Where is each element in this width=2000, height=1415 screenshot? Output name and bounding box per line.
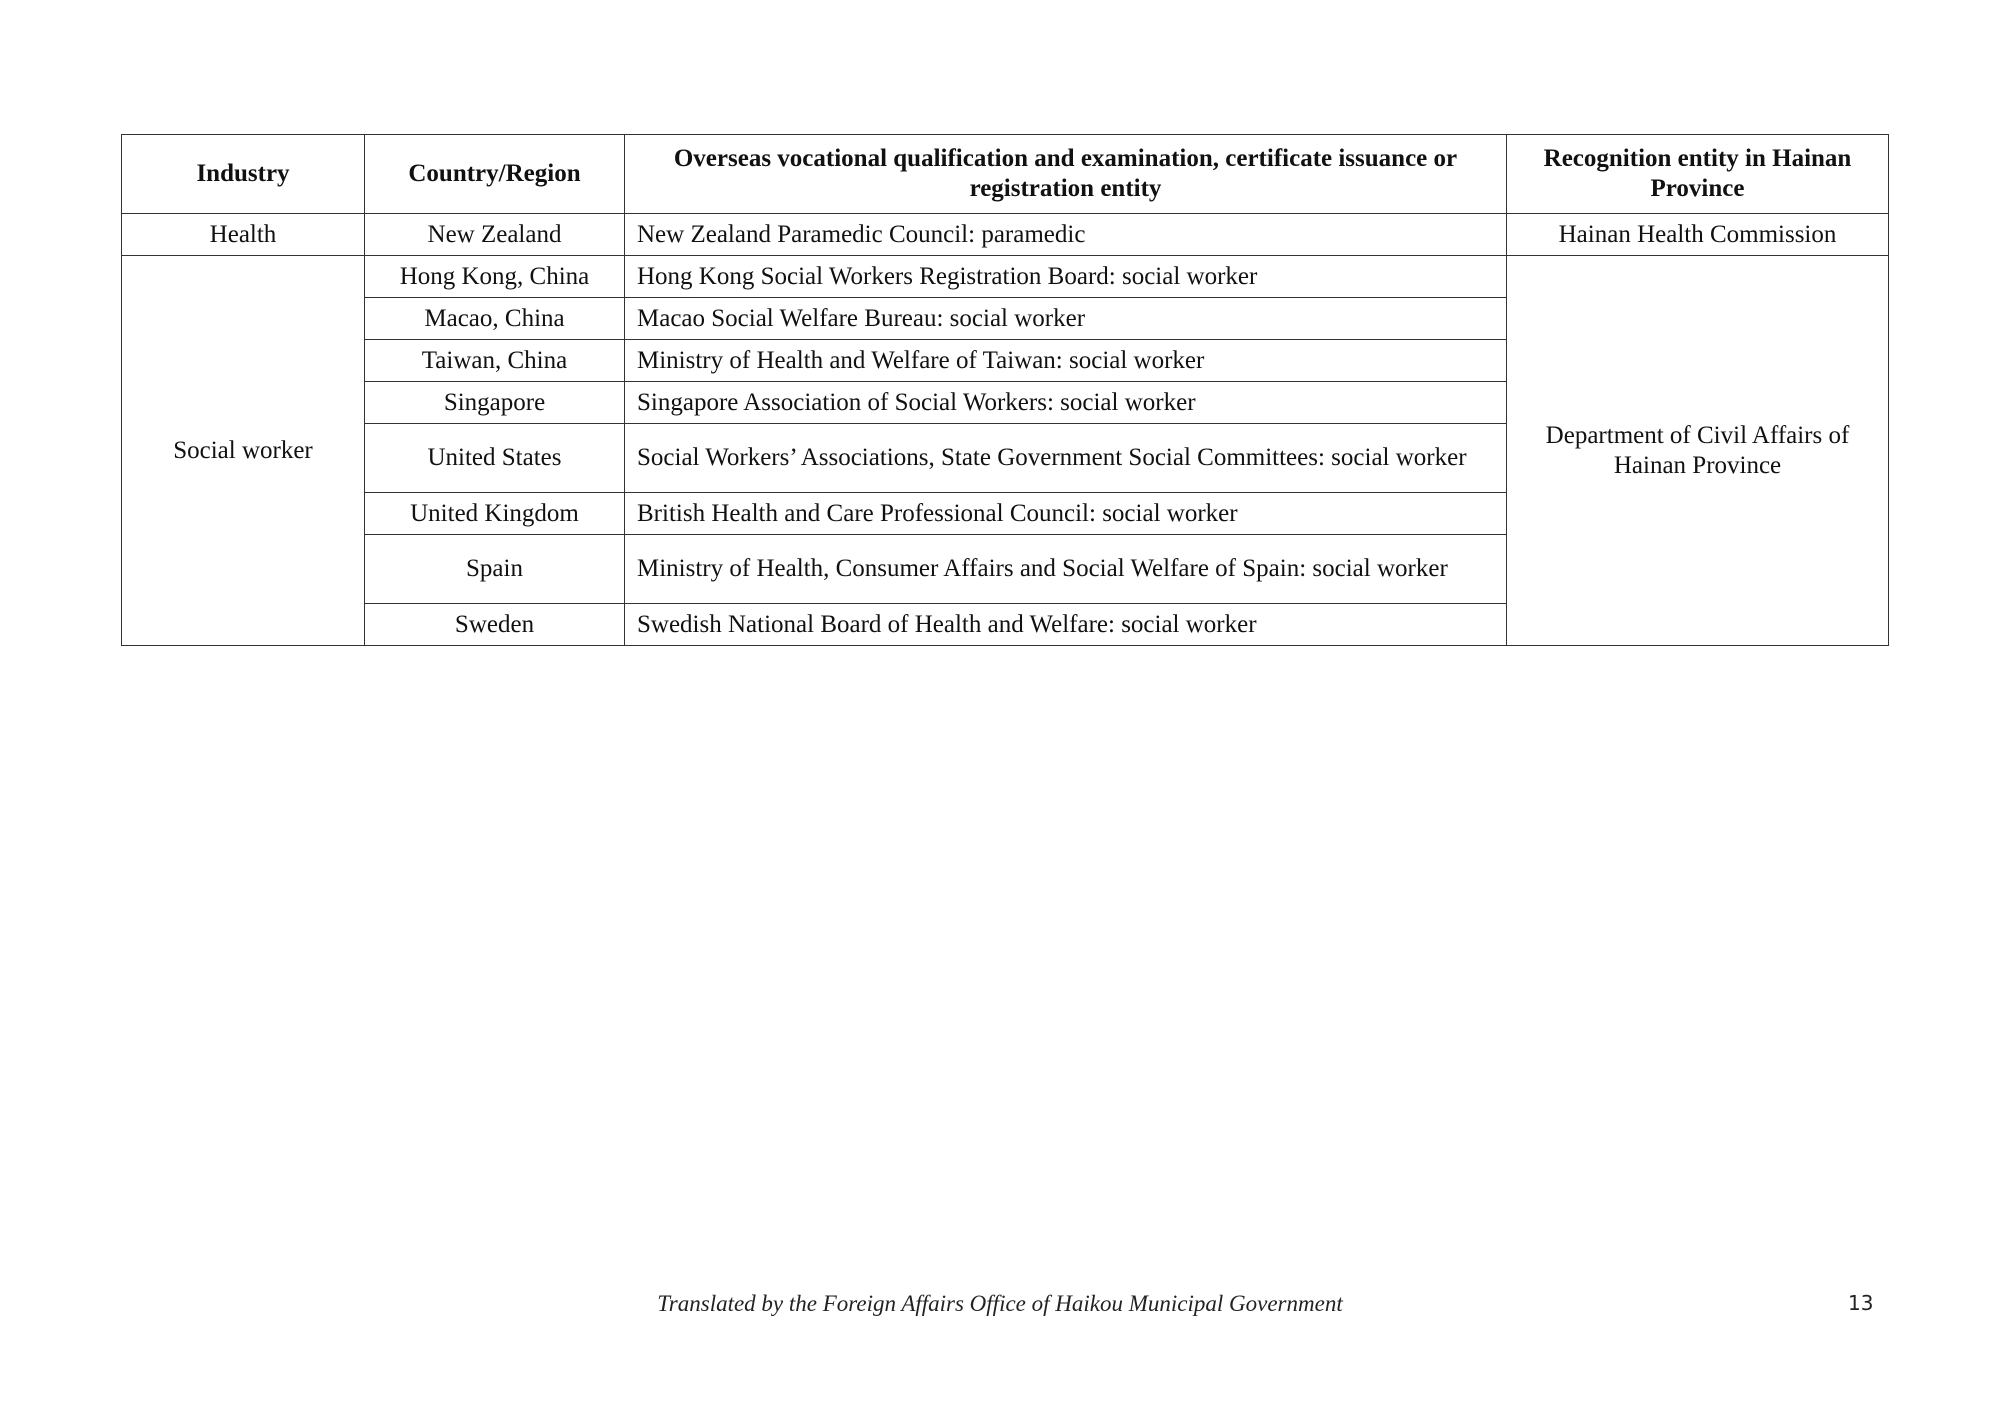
entity-cell: British Health and Care Professional Council: social worker bbox=[625, 493, 1507, 535]
entity-cell: Ministry of Health, Consumer Affairs and Social Welfare of Spain: social worker bbox=[625, 535, 1507, 604]
header-entity: Overseas vocational qualification and examination, certificate issuance or registration entity bbox=[625, 135, 1507, 214]
country-cell: Sweden bbox=[365, 604, 625, 646]
country-cell: Hong Kong, China bbox=[365, 256, 625, 298]
country-cell: United Kingdom bbox=[365, 493, 625, 535]
entity-cell: Social Workers’ Associations, State Government Social Committees: social worker bbox=[625, 424, 1507, 493]
entity-cell: Ministry of Health and Welfare of Taiwan: social worker bbox=[625, 340, 1507, 382]
country-cell: Spain bbox=[365, 535, 625, 604]
industry-cell: Health bbox=[122, 214, 365, 256]
country-cell: New Zealand bbox=[365, 214, 625, 256]
country-cell: Taiwan, China bbox=[365, 340, 625, 382]
entity-cell: Hong Kong Social Workers Registration Board: social worker bbox=[625, 256, 1507, 298]
header-country-region: Country/Region bbox=[365, 135, 625, 214]
header-industry: Industry bbox=[122, 135, 365, 214]
qualification-table bbox=[121, 134, 1889, 646]
header-recognition-entity: Recognition entity in Hainan Province bbox=[1507, 135, 1889, 214]
entity-cell: Swedish National Board of Health and Welfare: social worker bbox=[625, 604, 1507, 646]
entity-cell: Macao Social Welfare Bureau: social worker bbox=[625, 298, 1507, 340]
table-row bbox=[122, 214, 1889, 256]
country-cell: Singapore bbox=[365, 382, 625, 424]
country-cell: Macao, China bbox=[365, 298, 625, 340]
recognition-cell: Department of Civil Affairs of Hainan Province bbox=[1507, 256, 1889, 646]
industry-cell: Social worker bbox=[122, 256, 365, 646]
table-header-row bbox=[122, 135, 1889, 214]
table-row bbox=[122, 256, 1889, 298]
recognition-cell: Hainan Health Commission bbox=[1507, 214, 1889, 256]
entity-cell: Singapore Association of Social Workers: social worker bbox=[625, 382, 1507, 424]
footer-translation-note: Translated by the Foreign Affairs Office of Haikou Municipal Government bbox=[657, 1291, 1343, 1316]
country-cell: United States bbox=[365, 424, 625, 493]
entity-cell: New Zealand Paramedic Council: paramedic bbox=[625, 214, 1507, 256]
page-number: 13 bbox=[1848, 1291, 1874, 1315]
